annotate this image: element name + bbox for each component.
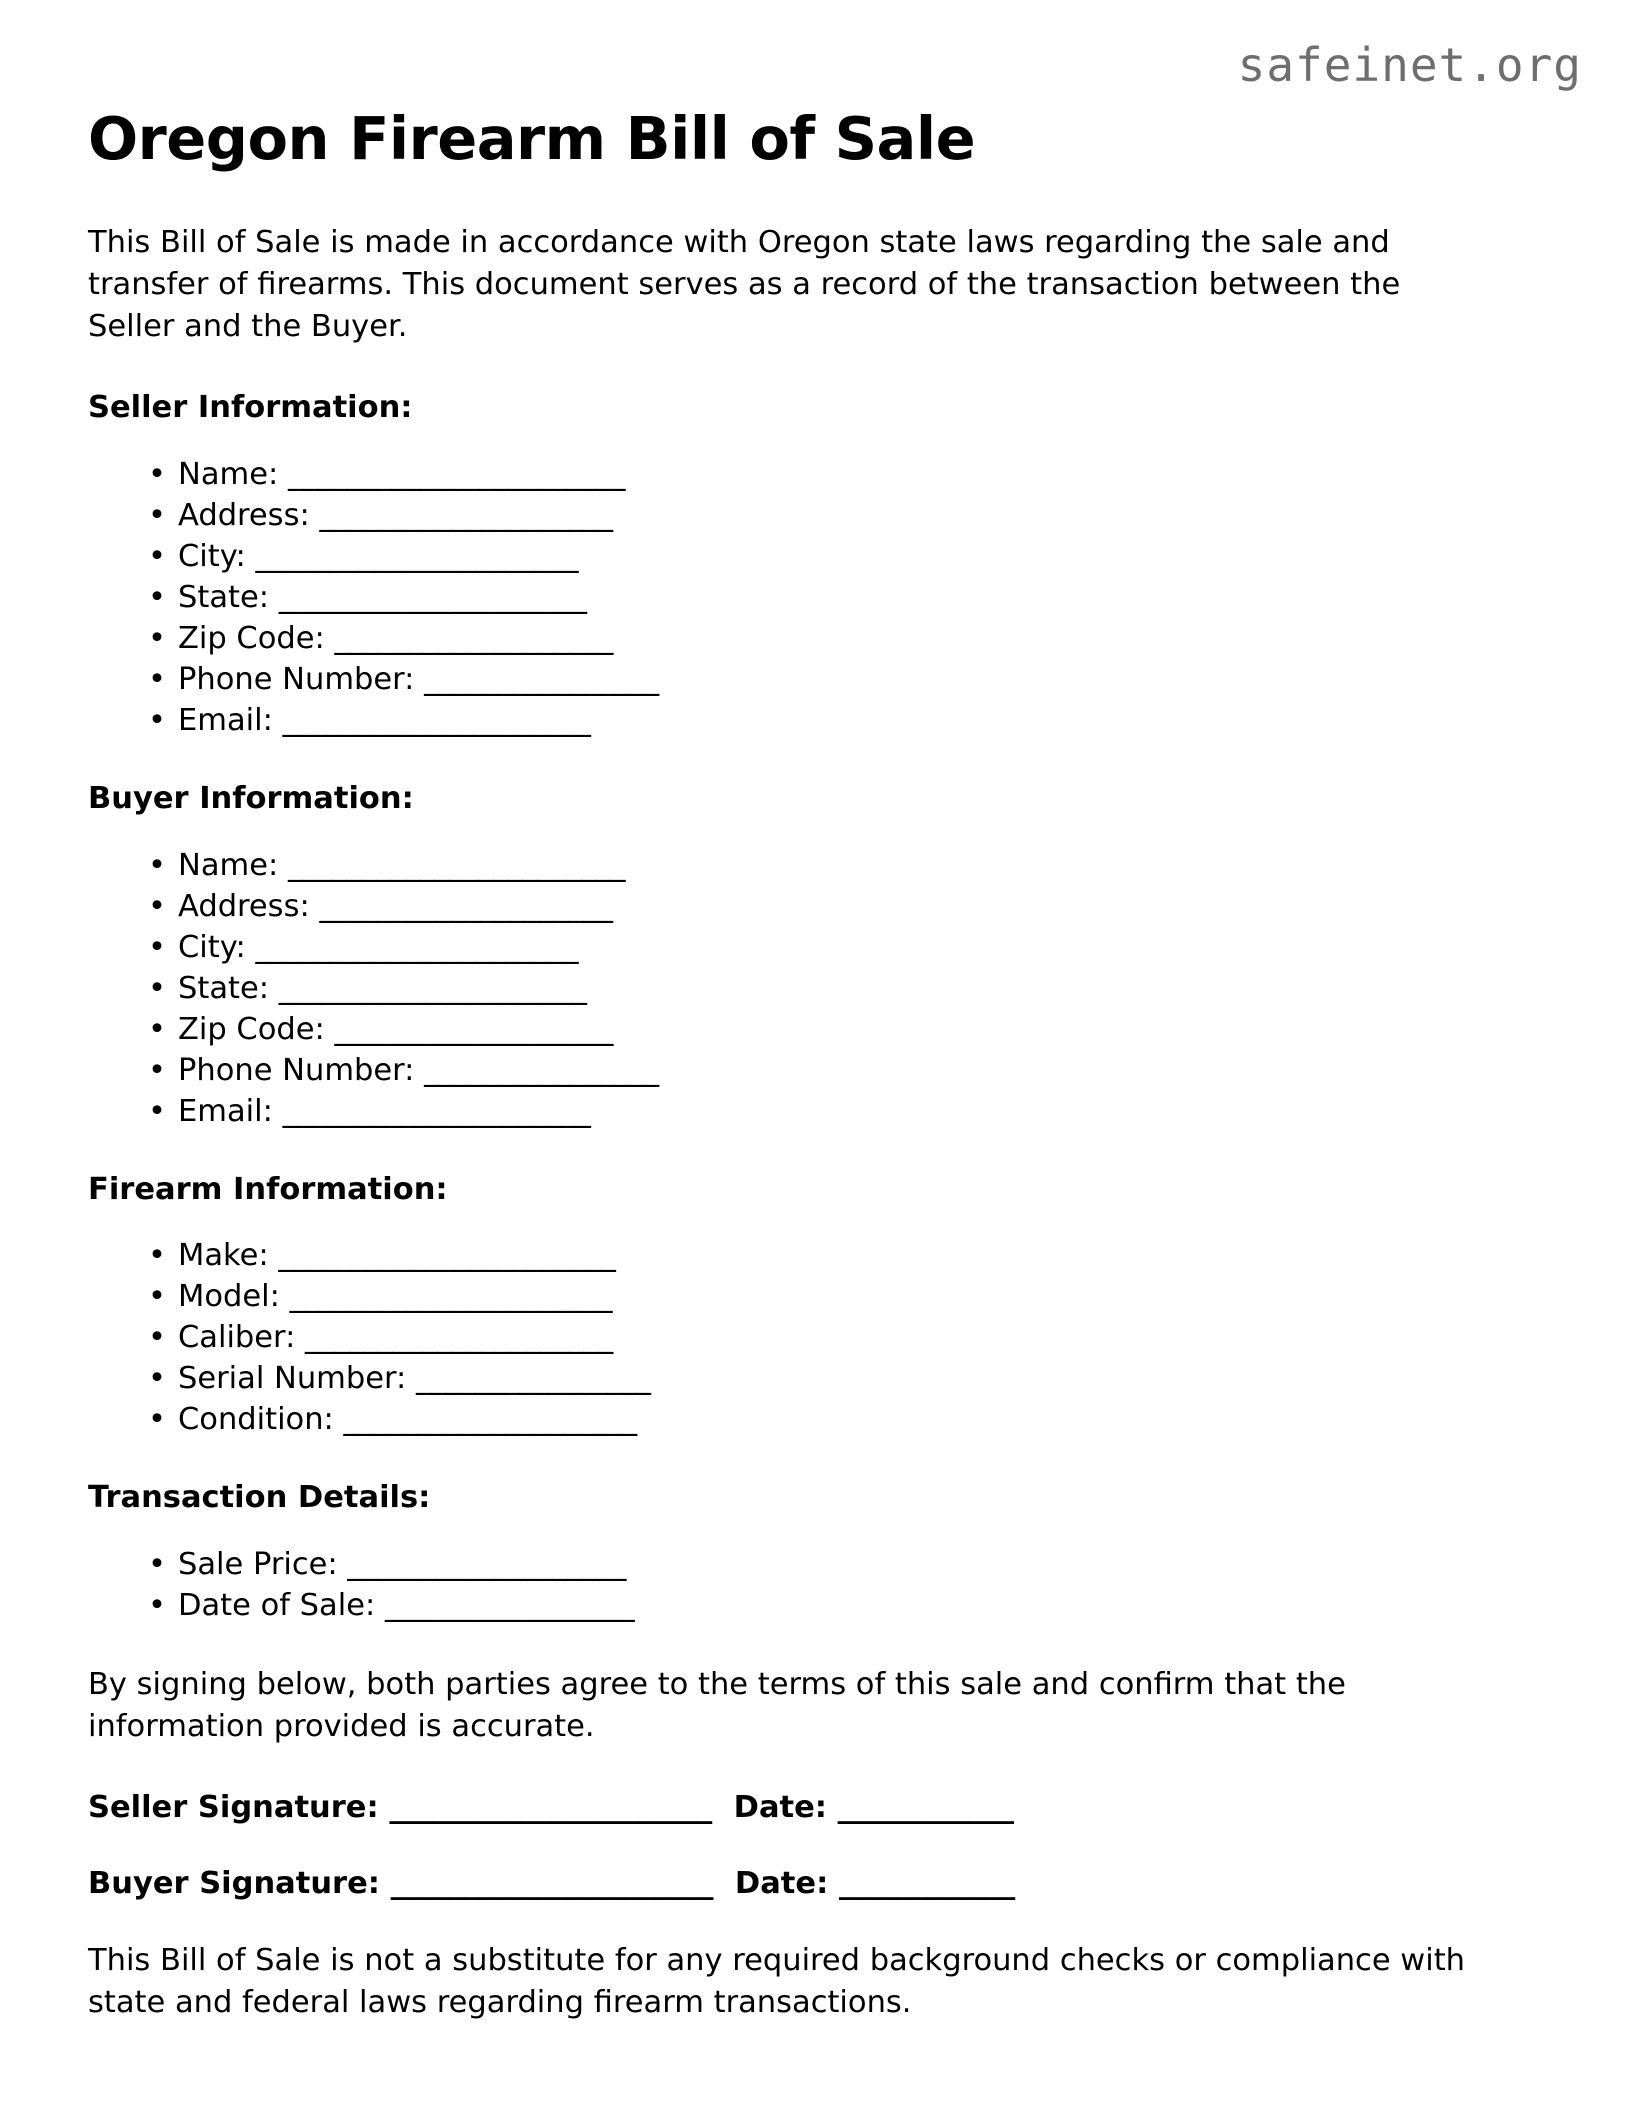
bullet-icon: • [148,1361,166,1397]
bullet-icon: • [148,1052,166,1088]
field-label: Phone Number: [178,661,415,697]
list-item [136,618,1556,659]
buyer-signature-row [88,1864,1556,1904]
bullet-icon: • [148,1547,166,1583]
field-blank[interactable]: _____________________ [305,1320,613,1356]
buyer-signature-label: Buyer Signature: [88,1865,380,1901]
field-label: State: [178,579,270,615]
list-item [136,845,1556,886]
field-label: Email: [178,702,273,738]
field-blank[interactable]: _____________________ [278,579,587,615]
field-label: Sale Price: [178,1547,338,1583]
bullet-icon: • [148,579,166,615]
field-blank[interactable]: _____________________ [282,1093,591,1129]
field-blank[interactable]: ________________ [424,661,659,697]
field-blank[interactable]: ___________________ [334,620,613,656]
bullet-icon: • [148,1402,166,1438]
field-label: Model: [178,1279,280,1315]
page-title: Oregon Firearm Bill of Sale [88,104,976,173]
bullet-icon: • [148,1279,166,1315]
field-label: Make: [178,1238,269,1274]
bullet-icon: • [148,497,166,533]
bullet-icon: • [148,1093,166,1129]
bullet-icon: • [148,538,166,574]
bullet-icon: • [148,456,166,492]
field-list-seller [88,454,1556,741]
bullet-icon: • [148,1320,166,1356]
signature-block [88,1788,1556,1903]
field-label: Phone Number: [178,1052,415,1088]
list-item [136,1399,1556,1440]
section-heading-seller: Seller Information: [88,390,413,426]
field-label: Zip Code: [178,620,325,656]
field-blank[interactable]: ______________________ [289,1279,612,1315]
field-label: State: [178,970,270,1006]
field-blank[interactable]: ______________________ [255,929,578,965]
list-item [136,536,1556,577]
list-item [136,1317,1556,1358]
section-heading-transaction: Transaction Details: [88,1480,431,1516]
field-blank[interactable]: ______________________ [255,538,578,574]
field-blank[interactable]: ___________________ [347,1547,626,1583]
field-blank[interactable]: ___________________ [334,1011,613,1047]
field-label: Zip Code: [178,1011,325,1047]
field-label: City: [178,538,246,574]
list-item [136,577,1556,618]
bullet-icon: • [148,702,166,738]
document-content [88,104,1556,2024]
field-label: Name: [178,847,279,883]
list-item [136,1585,1556,1626]
field-label: Address: [178,888,310,924]
field-label: Serial Number: [178,1361,407,1397]
list-item [136,1276,1556,1317]
field-blank[interactable]: ____________________ [343,1402,637,1438]
watermark-safeinet: safeinet.org [1237,38,1582,92]
field-label: Date of Sale: [178,1588,376,1624]
field-blank[interactable]: _______________________ [278,1238,616,1274]
list-item [136,454,1556,495]
field-list-transaction [88,1544,1556,1626]
field-label: Condition: [178,1402,334,1438]
bullet-icon: • [148,1238,166,1274]
buyer-signature-blank[interactable]: ______________________ [390,1865,713,1901]
bullet-icon: • [148,1588,166,1624]
field-blank[interactable]: _______________________ [287,456,625,492]
field-blank[interactable]: ____________________ [319,888,613,924]
list-item [136,1009,1556,1050]
seller-date-blank[interactable]: ____________ [837,1790,1014,1826]
buyer-date-label: Date: [734,1865,829,1901]
field-blank[interactable]: ________________ [415,1361,651,1397]
list-item [136,1544,1556,1585]
field-blank[interactable]: _______________________ [287,847,625,883]
field-label: Email: [178,1093,273,1129]
list-item [136,1358,1556,1399]
field-blank[interactable]: _____________________ [278,970,587,1006]
bullet-icon: • [148,847,166,883]
field-label: Caliber: [178,1320,296,1356]
bullet-icon: • [148,620,166,656]
field-list-firearm [88,1235,1556,1440]
seller-signature-blank[interactable]: ______________________ [389,1790,712,1826]
disclaimer-paragraph: This Bill of Sale is not a substitute for any required background checks or compliance with state and federal laws regarding firearm transactions. [88,1942,1465,2020]
buyer-date-blank[interactable]: ____________ [838,1865,1015,1901]
list-item [136,927,1556,968]
field-blank[interactable]: _________________ [384,1588,635,1624]
list-item [136,1235,1556,1276]
seller-date-label: Date: [733,1790,827,1826]
seller-signature-label: Seller Signature: [88,1790,379,1826]
field-label: City: [178,929,246,965]
field-label: Name: [178,456,279,492]
bullet-icon: • [148,970,166,1006]
field-label: Address: [178,497,310,533]
bullet-icon: • [148,661,166,697]
bullet-icon: • [148,1011,166,1047]
field-blank[interactable]: ________________ [424,1052,659,1088]
section-heading-firearm: Firearm Information: [88,1171,448,1207]
bullet-icon: • [148,929,166,965]
list-item [136,1091,1556,1132]
agreement-paragraph: By signing below, both parties agree to the terms of this sale and confirm that the information provided is accurate. [88,1667,1346,1745]
list-item [136,659,1556,700]
list-item [136,1050,1556,1091]
section-heading-buyer: Buyer Information: [88,780,414,816]
field-blank[interactable]: _____________________ [282,702,591,738]
list-item [136,968,1556,1009]
list-item [136,886,1556,927]
field-list-buyer [88,845,1556,1132]
field-blank[interactable]: ____________________ [319,497,613,533]
bullet-icon: • [148,888,166,924]
list-item [136,700,1556,741]
list-item [136,495,1556,536]
seller-signature-row [88,1788,1556,1828]
intro-paragraph: This Bill of Sale is made in accordance with Oregon state laws regarding the sale and transfer of firearms. This document serves as a record of the transaction between the Seller and the Buyer. [88,224,1401,345]
